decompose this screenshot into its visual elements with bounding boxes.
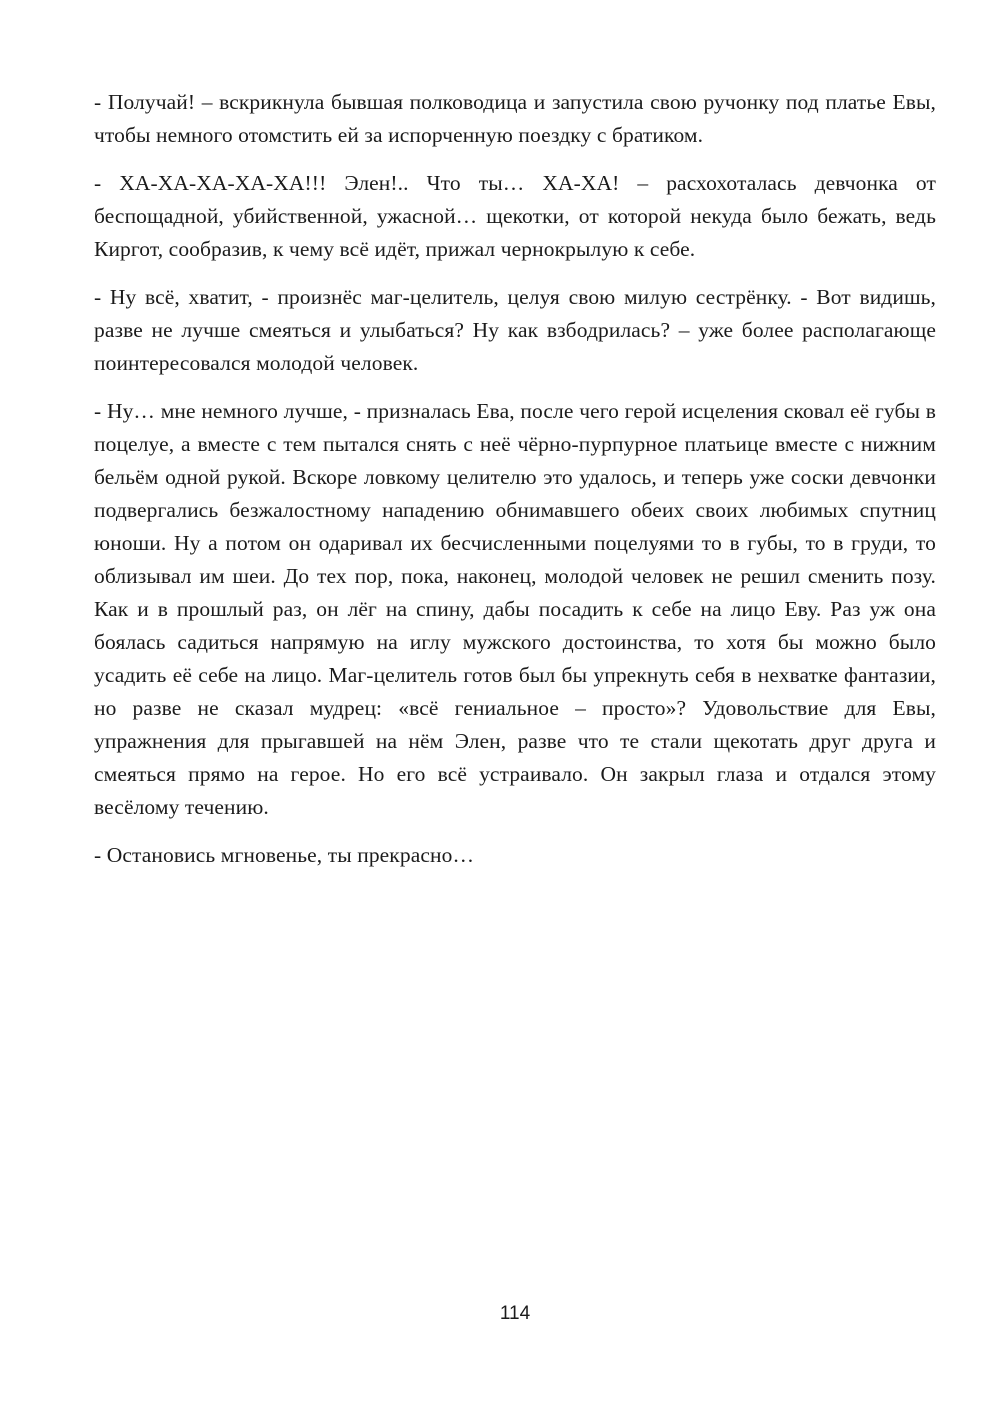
text-block xyxy=(94,86,936,887)
paragraph-1: - Получай! – вскрикнула бывшая полководица и запустила свою ручонку под платье Евы, чтобы немного отомстить ей за испорченную поездку с братиком. xyxy=(94,90,936,147)
paragraph-5: - Остановись мгновенье, ты прекрасно… xyxy=(94,843,475,867)
page-number: 114 xyxy=(499,1303,531,1324)
paragraph-4: - Ну… мне немного лучше, - призналась Ева, после чего герой исцеления сковал её губы в поцелуе, а вместе с тем пытался снять с неё чёрно-пурпурное платьице вместе с нижним бельём одной рукой. Вскоре ловкому целителю это удалось, и теперь уже соски девчонки подвергались безжалостному нападению обнимавшего обеих своих любимых спутниц юноши. Ну а потом он одаривал их бесчисленными поцелуями то в губы, то в груди, то облизывал им шеи. До тех пор, пока, наконец, молодой человек не решил сменить позу. Как и в прошлый раз, он лёг на спину, дабы посадить к себе на лицо Еву. Раз уж она боялась садиться напрямую на иглу мужского достоинства, то хотя бы можно было усадить её себе на лицо. Маг-целитель готов был бы упрекнуть себя в нехватке фантазии, но разве не сказал мудрец: «всё гениальное – просто»? Удовольствие для Евы, упражнения для прыгавшей на нём Элен, разве что те стали щекотать друг друга и смеяться прямо на герое. Но его всё устраивало. Он закрыл глаза и отдался этому весёлому течению. xyxy=(94,399,936,819)
paragraph-3: - Ну всё, хватит, - произнёс маг-целитель, целуя свою милую сестрёнку. - Вот видишь, разве не лучше смеяться и улыбаться? Ну как взбодрилась? – уже более располагающе поинтересовался молодой человек. xyxy=(94,285,936,375)
paragraph-2: - ХА-ХА-ХА-ХА-ХА!!! Элен!.. Что ты… ХА-ХА! – расхохоталась девчонка от беспощадной, убийственной, ужасной… щекотки, от которой некуда было бежать, ведь Киргот, сообразив, к чему всё идёт, прижал чернокрылую к себе. xyxy=(94,171,936,261)
